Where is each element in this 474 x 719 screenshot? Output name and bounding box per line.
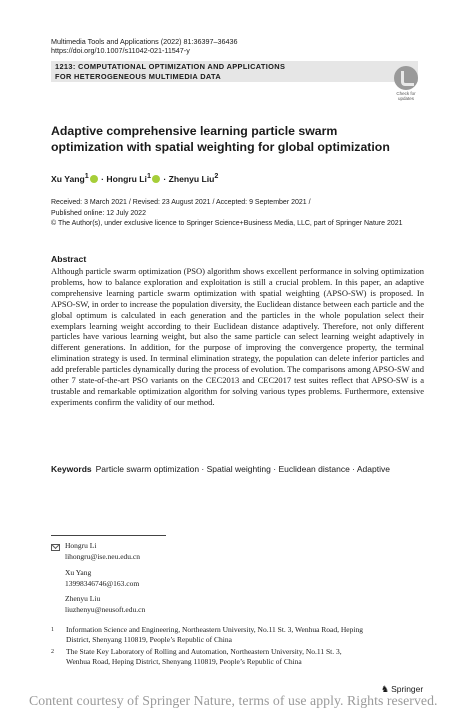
article-title <box>51 123 421 155</box>
author-name[interactable]: Xu Yang <box>51 173 85 184</box>
title-line-2: optimization with spatial weighting for global optimization <box>51 140 390 154</box>
publisher-name: Springer <box>391 684 424 694</box>
keywords-text: Particle swarm optimization · Spatial weighting · Euclidean distance · Adaptive <box>95 464 390 474</box>
journal-citation <box>51 37 237 55</box>
series-line-1: 1213: COMPUTATIONAL OPTIMIZATION AND APPLICATIONS <box>55 62 286 71</box>
footnote-divider <box>51 535 166 536</box>
author-separator: · <box>160 173 169 184</box>
author-affiliation-marker: 1 <box>146 172 151 180</box>
dates-line-2: Published online: 12 July 2022 <box>51 209 146 217</box>
dates-line-1: Received: 3 March 2021 / Revised: 23 August 2021 / Accepted: 9 September 2021 / <box>51 199 311 206</box>
keywords-label: Keywords <box>51 464 92 474</box>
article-history <box>51 198 451 230</box>
author-affiliation-marker: 2 <box>214 172 219 180</box>
affiliation-line: Information Science and Engineering, Northeastern University, No.11 St. 3, Wenhua Road, Heping <box>66 625 363 634</box>
abstract-heading: Abstract <box>51 254 87 264</box>
journal-line: Multimedia Tools and Applications (2022) 81:36397–36436 <box>51 37 238 46</box>
check-updates-icon <box>394 66 418 90</box>
abstract-text: Although particle swarm optimization (PSO) algorithm shows excellent performance in solving optimization problems, how to balance exploration and exploitation is still a crucial problem. In this paper, an adaptive comprehensive learning particle swarm optimization with spatial weighting (APSO-SW) is proposed. In APSO-SW, in order to increase the population diversity, the Euclidean distance between each particle and the global optimum is calculated in each generation and the particles in the whole population select their exemplars learning weight according to their Euclidean distance adaptively. Therefore, not only different particles have various learning weight, but also the same particle can select learning weight adaptively in different generations. In addition, for the purpose of improving the convergence property, the terminal elimination strategy is used. In terminal elimination strategy, the population can delete inferior particles and add preferable particles dynamically during the process of evolution. The comparisons among APSO-SW and other 7 state-of-the-art PSO variants on the CEC2013 and CEC2017 test suites reflect that APSO-SW is a trustable and remarkable optimization algorithm for solving various types problems. Furthermore, extensive experiments confirm the validity of our method. <box>51 266 424 407</box>
series-line-2: FOR HETEROGENEOUS MULTIMEDIA DATA <box>55 71 222 81</box>
affiliation-number: 1 <box>51 627 54 633</box>
author-list <box>51 172 218 184</box>
author-separator: · <box>98 173 107 184</box>
contact-entry <box>65 568 205 589</box>
contact-name: Hongru Li <box>65 541 97 550</box>
copyright-line: © The Author(s), under exclusive licence to Springer Science+Business Media, LLC, part of Springer Nature 2021 <box>51 220 403 227</box>
contact-email[interactable]: 13998346746@163.com <box>65 578 140 588</box>
contact-name: Zhenyu Liu <box>65 594 101 603</box>
affiliation-line: Wenhua Road, Heping District, Shenyang 110819, People’s Republic of China <box>66 657 302 667</box>
keywords-line <box>51 464 390 474</box>
check-updates-text-2: updates <box>397 96 414 101</box>
contact-email[interactable]: liuzhenyu@neusoft.edu.cn <box>65 604 146 614</box>
orcid-icon[interactable] <box>152 175 160 183</box>
affiliation-number: 2 <box>51 649 54 655</box>
author-affiliation-marker: 1 <box>84 172 89 180</box>
contact-email[interactable]: lihongru@ise.neu.edu.cn <box>65 551 141 561</box>
contact-name: Xu Yang <box>65 568 92 577</box>
title-line-1: Adaptive comprehensive learning particle swarm <box>51 124 338 138</box>
author-name[interactable]: Zhenyu Liu <box>168 173 215 184</box>
affiliation-line: The State Key Laboratory of Rolling and Automation, Northeastern University, No.11 St. 3, <box>66 647 342 656</box>
author-name[interactable]: Hongru Li <box>106 173 147 184</box>
springer-horse-icon: ♞ <box>381 684 390 694</box>
check-for-updates-badge[interactable] <box>388 66 424 101</box>
orcid-icon[interactable] <box>90 175 98 183</box>
check-updates-text-1: Check for <box>396 91 416 96</box>
envelope-icon <box>51 544 60 551</box>
contact-entry <box>65 594 205 615</box>
topical-collection-banner <box>51 61 418 82</box>
doi-link[interactable]: https://doi.org/10.1007/s11042-021-11547-y <box>51 46 190 56</box>
corresponding-author <box>65 541 205 562</box>
affiliation-line: District, Shenyang 110819, People’s Republic of China <box>66 635 232 645</box>
courtesy-watermark: Content courtesy of Springer Nature, terms of use apply. Rights reserved. <box>29 693 438 708</box>
